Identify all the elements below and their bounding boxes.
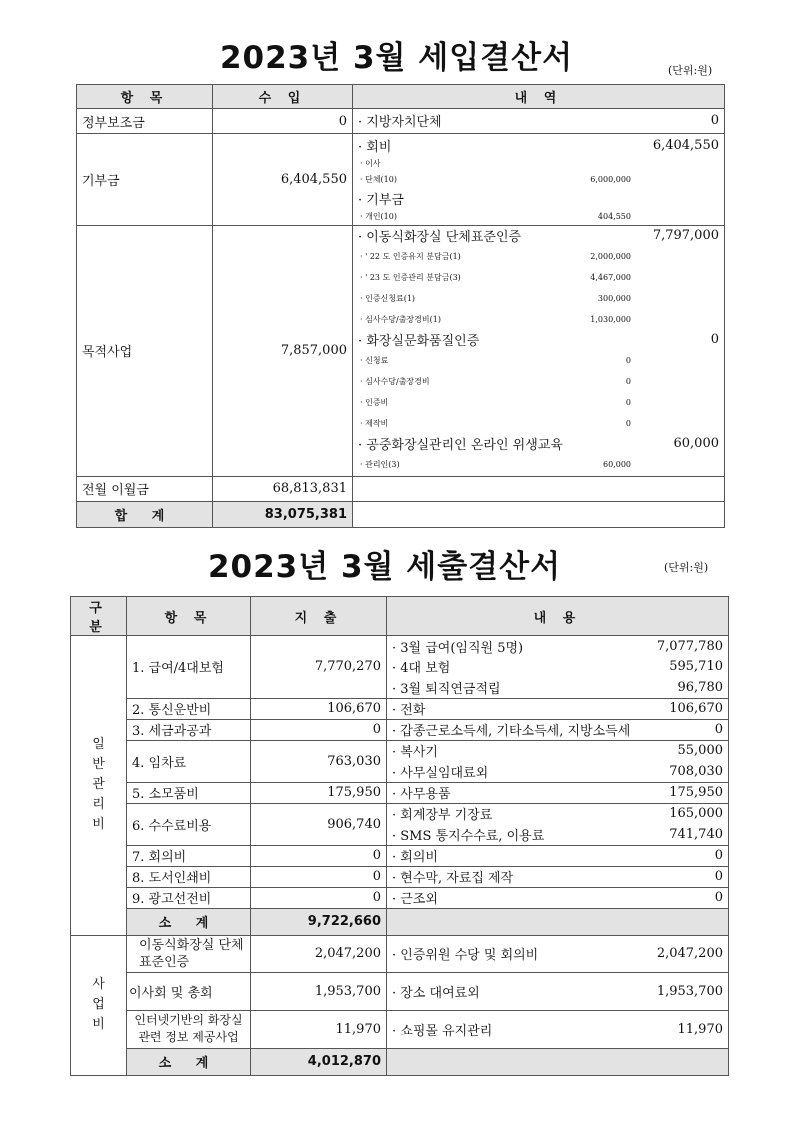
income-item: 전월 이월금: [77, 476, 213, 501]
expense-header-category: 구 분: [71, 597, 127, 636]
detail-label: · 지방자치단체: [358, 115, 442, 131]
expense-row: [71, 887, 729, 908]
detail-value: 2,047,200: [656, 946, 723, 961]
detail-value: 741,740: [669, 826, 723, 842]
expense-amount: 106,670: [251, 698, 387, 719]
expense-row: [71, 845, 729, 866]
expense-header-row: [71, 597, 729, 636]
detail-sub-label: · ' 23 도 인증관리 분담금(3): [360, 273, 461, 283]
expense-details: [387, 782, 729, 803]
income-total-row: [77, 501, 725, 527]
expense-header-details: 내 용: [387, 597, 729, 636]
expense-category-general: [71, 636, 127, 936]
expense-header-item: 항 목: [127, 597, 251, 636]
expense-item: 1. 급여/4대보험: [127, 636, 251, 699]
expense-details: [387, 719, 729, 740]
detail-value: 0: [714, 869, 723, 884]
expense-item: 이동식화장실 단체표준인증: [127, 935, 251, 972]
expense-row: [71, 866, 729, 887]
expense-item: 4. 임차료: [127, 740, 251, 782]
expense-details: [387, 803, 729, 845]
income-details: [353, 109, 725, 134]
detail-label: · 전화: [392, 703, 426, 718]
detail-label: · 회계장부 기장료: [392, 808, 493, 824]
detail-label: · 근조외: [392, 892, 438, 907]
detail-sub-label: · ' 22 도 인증유지 분담금(1): [360, 252, 461, 262]
expense-amount: 11,970: [251, 1010, 387, 1048]
detail-label: · 장소 대여료외: [392, 985, 480, 1001]
income-details: [353, 225, 725, 476]
expense-amount: 0: [251, 719, 387, 740]
expense-amount: 1,953,700: [251, 972, 387, 1010]
detail-label: · 사무용품: [392, 787, 451, 802]
expense-amount: 175,950: [251, 782, 387, 803]
income-details: [353, 134, 725, 226]
income-amount: 0: [213, 109, 353, 134]
detail-value: 96,780: [677, 679, 723, 695]
detail-value: 1,953,700: [656, 983, 723, 999]
income-header-amount: 수 입: [213, 85, 353, 109]
income-header-item: 항 목: [77, 85, 213, 109]
expense-unit: (단위:원): [664, 561, 709, 574]
income-unit: (단위:원): [668, 64, 713, 77]
income-item: 목적사업: [77, 225, 213, 476]
detail-sub-value: 300,000: [597, 293, 631, 303]
detail-value: 7,077,780: [656, 638, 723, 654]
income-total-empty: [353, 501, 725, 527]
detail-sub-label: · 신청료: [360, 356, 389, 366]
detail-sub-label: · 단체(10): [360, 175, 397, 185]
detail-sub-label: · 이사: [360, 159, 381, 169]
detail-label: · 복사기: [392, 745, 438, 761]
detail-value: 0: [714, 848, 723, 863]
expense-details: [387, 740, 729, 782]
detail-label: · 회의비: [392, 850, 438, 865]
expense-item: 2. 통신운반비: [127, 698, 251, 719]
expense-details: [387, 935, 729, 972]
expense-amount: 0: [251, 866, 387, 887]
detail-label: · 사무실임대료외: [392, 765, 489, 781]
expense-row: [71, 636, 729, 699]
income-details: [353, 476, 725, 501]
detail-sub-value: 4,467,000: [590, 273, 631, 283]
detail-value: 175,950: [669, 785, 723, 800]
detail-value: 0: [710, 332, 719, 348]
expense-row: [71, 935, 729, 972]
detail-value: 6,404,550: [652, 137, 719, 153]
expense-amount: 0: [251, 845, 387, 866]
detail-value: 11,970: [677, 1021, 723, 1037]
detail-label: · 3월 퇴직연금적립: [392, 681, 501, 697]
detail-label: · 인증위원 수당 및 회의비: [392, 948, 539, 963]
expense-category-project: [71, 935, 127, 1075]
detail-value: 165,000: [669, 806, 723, 822]
income-item: 기부금: [77, 134, 213, 226]
detail-sub-label: · 인증신청료(1): [360, 293, 416, 303]
expense-amount: 906,740: [251, 803, 387, 845]
income-row-subsidy: [77, 109, 725, 134]
detail-sub-value: 6,000,000: [590, 175, 631, 185]
income-row-purpose: [77, 225, 725, 476]
detail-label: · 이동식화장실 단체표준인증: [358, 230, 522, 246]
expense-subtotal-row-general: [71, 908, 729, 935]
detail-sub-value: 404,550: [597, 212, 631, 222]
detail-sub-value: 0: [625, 397, 631, 407]
detail-value: 0: [714, 722, 723, 737]
expense-item: 9. 광고선전비: [127, 887, 251, 908]
expense-row: [71, 803, 729, 845]
category-label: 일반관리비: [92, 737, 105, 833]
expense-details: [387, 866, 729, 887]
detail-label: · 갑종근로소득세, 기타소득세, 지방소득세: [392, 724, 631, 739]
detail-sub-label: · 관리인(3): [360, 460, 400, 470]
detail-label: · 화장실문화품질인증: [358, 334, 480, 350]
detail-sub-value: 0: [625, 377, 631, 387]
expense-amount: 763,030: [251, 740, 387, 782]
subtotal-label: 소 계: [127, 908, 251, 935]
expense-details: [387, 972, 729, 1010]
detail-value: 595,710: [669, 659, 723, 675]
expense-amount: 2,047,200: [251, 935, 387, 972]
expense-details: [387, 845, 729, 866]
expense-title: 2023년 3월 세출결산서: [207, 549, 562, 585]
income-title: 2023년 3월 세입결산서: [219, 40, 574, 76]
expense-row: [71, 972, 729, 1010]
detail-sub-value: 0: [625, 356, 631, 366]
subtotal-empty: [387, 908, 729, 935]
detail-value: 708,030: [669, 763, 723, 779]
detail-label: · 현수막, 자료집 제작: [392, 871, 514, 886]
subtotal-amount: 4,012,870: [251, 1048, 387, 1075]
expense-details: [387, 887, 729, 908]
expense-header-amount: 지 출: [251, 597, 387, 636]
detail-value: 7,797,000: [652, 228, 719, 244]
detail-value: 106,670: [669, 701, 723, 716]
income-amount: 6,404,550: [213, 134, 353, 226]
income-amount: 68,813,831: [213, 476, 353, 501]
income-header-row: [77, 85, 725, 109]
income-total-amount: 83,075,381: [213, 501, 353, 527]
detail-label: · 3월 급여(임직원 5명): [392, 640, 524, 656]
expense-amount: 0: [251, 887, 387, 908]
income-row-donation: [77, 134, 725, 226]
income-amount: 7,857,000: [213, 225, 353, 476]
expense-table: [70, 596, 729, 1076]
detail-label: · 회비: [358, 139, 392, 155]
detail-sub-value: 2,000,000: [590, 252, 631, 262]
income-table: [76, 84, 725, 528]
expense-amount: 7,770,270: [251, 636, 387, 699]
detail-label: · 4대 보험: [392, 661, 451, 677]
expense-subtotal-row-project: [71, 1048, 729, 1075]
income-header-details: 내 역: [353, 85, 725, 109]
expense-item: 인터넷기반의 화장실 관련 정보 제공사업: [127, 1010, 251, 1048]
detail-sub-value: 0: [625, 418, 631, 428]
detail-label: · 공중화장실관리인 온라인 위생교육: [358, 438, 563, 454]
detail-sub-label: · 심사수당/출장경비: [360, 377, 430, 387]
subtotal-amount: 9,722,660: [251, 908, 387, 935]
detail-label: · 기부금: [358, 192, 404, 208]
subtotal-label: 소 계: [127, 1048, 251, 1075]
income-item: 정부보조금: [77, 109, 213, 134]
detail-value: 0: [710, 113, 719, 129]
expense-item: 이사회 및 총회: [127, 972, 251, 1010]
detail-label: · SMS 통지수수료, 이용료: [392, 828, 545, 844]
detail-sub-value: 60,000: [603, 460, 631, 470]
subtotal-empty: [387, 1048, 729, 1075]
income-total-label: 합 계: [77, 501, 213, 527]
detail-sub-label: · 심사수당/출장경비(1): [360, 314, 441, 324]
expense-details: [387, 636, 729, 699]
expense-details: [387, 698, 729, 719]
detail-value: 55,000: [677, 743, 723, 759]
expense-item: 7. 회의비: [127, 845, 251, 866]
expense-row: [71, 740, 729, 782]
detail-label: · 쇼핑몰 유지관리: [392, 1023, 493, 1039]
detail-sub-label: · 제작비: [360, 418, 389, 428]
expense-item: 3. 세금과공과: [127, 719, 251, 740]
detail-value: 60,000: [673, 436, 719, 452]
income-row-carryover: [77, 476, 725, 501]
expense-row: [71, 1010, 729, 1048]
expense-item: 8. 도서인쇄비: [127, 866, 251, 887]
detail-sub-value: 1,030,000: [590, 314, 631, 324]
expense-item: 5. 소모품비: [127, 782, 251, 803]
expense-row: [71, 782, 729, 803]
expense-row: [71, 698, 729, 719]
expense-item: 6. 수수료비용: [127, 803, 251, 845]
detail-sub-label: · 개인(10): [360, 212, 397, 222]
expense-details: [387, 1010, 729, 1048]
expense-row: [71, 719, 729, 740]
detail-sub-label: · 인증비: [360, 397, 389, 407]
detail-value: 0: [714, 890, 723, 905]
category-label: 사업비: [92, 977, 105, 1032]
